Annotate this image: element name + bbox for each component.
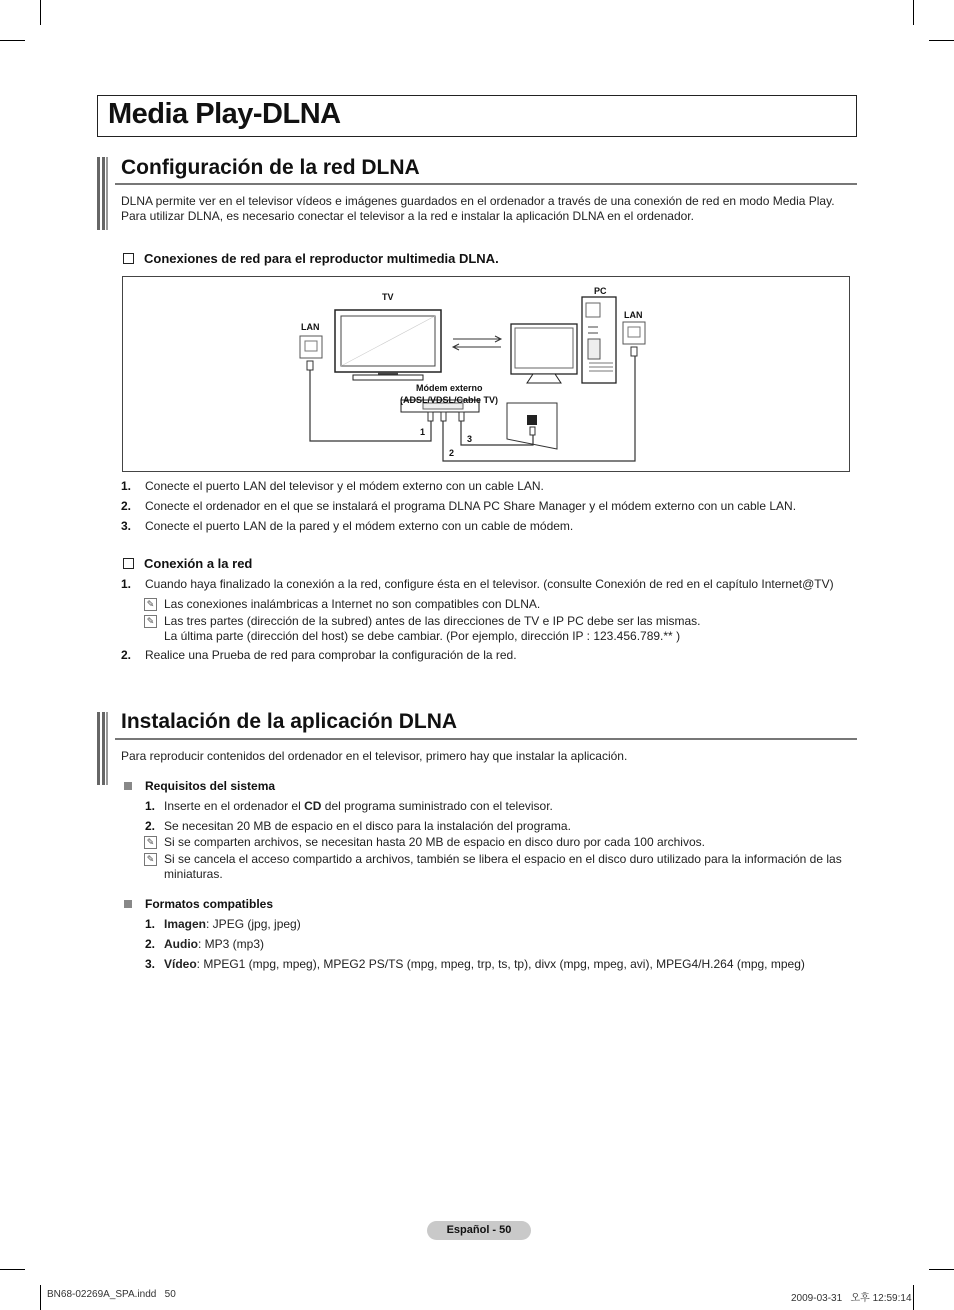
page-number-badge: Español - 50 xyxy=(427,1221,531,1240)
page-title-box xyxy=(97,95,857,137)
step-number: 1. xyxy=(145,917,156,931)
intro-text: DLNA permite ver en el televisor vídeos e imágenes guardados en el ordenador a través de una conexión de red en modo Media Play. xyxy=(121,194,835,208)
page-title: Media Play-DLNA xyxy=(108,98,341,130)
crop-mark xyxy=(929,40,954,41)
subsection-title: Conexiones de red para el reproductor multimedia DLNA. xyxy=(123,251,499,266)
step-text: Inserte en el ordenador el CD del programa suministrado con el televisor. xyxy=(164,799,553,813)
intro-text: Para utilizar DLNA, es necesario conectar el televisor a la red e instalar la aplicación DLNA en el ordenador. xyxy=(121,209,694,223)
crop-mark xyxy=(0,40,25,41)
step-number: 1. xyxy=(121,479,132,493)
step-text: Se necesitan 20 MB de espacio en el disco para la instalación del programa. xyxy=(164,819,571,833)
crop-mark xyxy=(40,1285,41,1310)
network-diagram xyxy=(122,276,850,472)
step-number: 1. xyxy=(121,577,132,591)
section-marker xyxy=(97,157,109,230)
network-diagram-art xyxy=(123,277,849,471)
subsection-title: Conexión a la red xyxy=(123,556,252,571)
step-number: 2. xyxy=(121,499,132,513)
file-slug: BN68-02269A_SPA.indd 50 xyxy=(47,1289,176,1300)
note-icon: ✎ xyxy=(144,598,157,611)
step-number: 2. xyxy=(145,819,156,833)
crop-mark xyxy=(0,1269,25,1270)
modem-label: (ADSL/VDSL/Cable TV) xyxy=(400,395,499,405)
intro-text: Para reproducir contenidos del ordenador en el televisor, primero hay que instalar la aplicación. xyxy=(121,749,628,763)
crop-mark xyxy=(913,1285,914,1310)
step-text: Conecte el puerto LAN de la pared y el módem externo con un cable de módem. xyxy=(145,519,574,533)
note-text: Si se cancela el acceso compartido a archivos, también se libera el espacio en el disco duro utilizado para la información de las xyxy=(164,852,842,866)
modem-label: Módem externo xyxy=(416,383,483,393)
section-marker xyxy=(97,712,109,785)
square-bullet-icon xyxy=(124,782,132,790)
note-icon: ✎ xyxy=(144,836,157,849)
lan-pc-label: LAN xyxy=(624,310,643,320)
section-title: Configuración de la red DLNA xyxy=(121,156,420,179)
cable-number-3: 3 xyxy=(467,434,473,444)
date-slug: 2009-03-31 오후 12:59:14 xyxy=(791,1293,912,1304)
step-text: Conecte el puerto LAN del televisor y el módem externo con un cable LAN. xyxy=(145,479,544,493)
step-text: Conecte el ordenador en el que se instalará el programa DLNA PC Share Manager y el módem externo con un cable LAN. xyxy=(145,499,797,513)
step-number: 3. xyxy=(145,957,156,971)
note-icon: ✎ xyxy=(144,853,157,866)
checkbox-icon xyxy=(123,558,134,569)
crop-mark xyxy=(40,0,41,25)
cable-number-2: 2 xyxy=(449,448,455,458)
section-rule xyxy=(115,183,857,185)
note-text: miniaturas. xyxy=(164,867,223,881)
crop-mark xyxy=(913,0,914,25)
square-bullet-icon xyxy=(124,900,132,908)
lan-tv-label: LAN xyxy=(301,322,320,332)
crop-mark xyxy=(929,1269,954,1270)
tv-label: TV xyxy=(382,292,394,302)
step-number: 2. xyxy=(121,648,132,662)
format-item: Vídeo: MPEG1 (mpg, mpeg), MPEG2 PS/TS (mpg, mpeg, trp, ts, tp), divx (mpg, mpeg, avi), MPEG4/H.264 (mpg, mpeg) xyxy=(164,957,805,971)
format-item: Audio: MP3 (mp3) xyxy=(164,937,265,951)
step-number: 2. xyxy=(145,937,156,951)
section-title: Instalación de la aplicación DLNA xyxy=(121,710,458,733)
step-number: 1. xyxy=(145,799,156,813)
note-icon: ✎ xyxy=(144,615,157,628)
note-text: La última parte (dirección del host) se debe cambiar. (Por ejemplo, dirección IP : 123.456.789.** ) xyxy=(164,629,681,643)
step-text: Realice una Prueba de red para comprobar la configuración de la red. xyxy=(145,648,517,662)
checkbox-icon xyxy=(123,253,134,264)
format-item: Imagen: JPEG (jpg, jpeg) xyxy=(164,917,301,931)
section-rule xyxy=(115,738,857,740)
note-text: Las tres partes (dirección de la subred) antes de las direcciones de TV e IP PC debe ser las mismas. xyxy=(164,614,701,628)
note-text: Las conexiones inalámbricas a Internet no son compatibles con DLNA. xyxy=(164,597,541,611)
subsection-title: Formatos compatibles xyxy=(124,897,273,911)
note-text: Si se comparten archivos, se necesitan hasta 20 MB de espacio en disco duro por cada 100 archivos. xyxy=(164,835,705,849)
cable-number-1: 1 xyxy=(420,427,426,437)
subsection-title: Requisitos del sistema xyxy=(124,779,275,793)
pc-label: PC xyxy=(594,286,607,296)
step-number: 3. xyxy=(121,519,132,533)
step-text: Cuando haya finalizado la conexión a la red, configure ésta en el televisor. (consulte Conexión de red en el capítulo Internet@TV) xyxy=(145,577,834,591)
